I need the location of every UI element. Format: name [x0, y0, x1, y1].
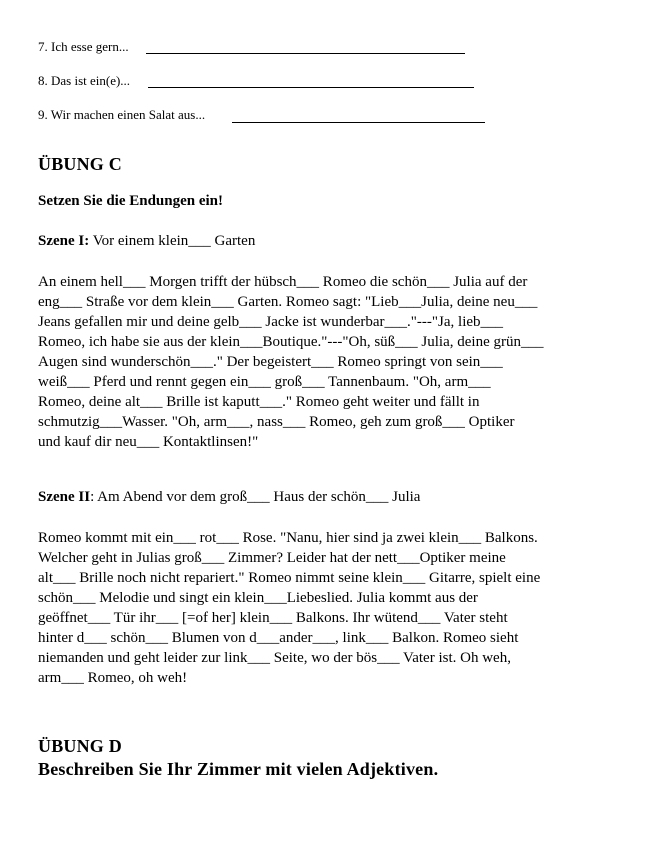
scene-1-line: Romeo, ich habe sie aus der klein___Boutique."---"Oh, süß___ Julia, deine grün___: [38, 334, 544, 350]
question-9: [38, 107, 205, 123]
question-8-answer-line: [148, 87, 474, 88]
scene-1-line: schmutzig___Wasser. "Oh, arm___, nass___ Romeo, geh zum groß___ Optiker: [38, 414, 515, 430]
question-8: [38, 73, 130, 89]
question-7: [38, 39, 129, 55]
uebung-d-heading: ÜBUNG D: [38, 736, 122, 756]
scene-2-line: alt___ Brille noch nicht repariert." Romeo nimmt seine klein___ Gitarre, spielt eine: [38, 570, 541, 586]
scene-1-line: Romeo, deine alt___ Brille ist kaputt___." Romeo geht weiter und fällt in: [38, 394, 480, 410]
scene-1-line: Augen sind wunderschön___." Der begeistert___ Romeo springt von sein___: [38, 354, 503, 370]
question-8-label: 8. Das ist ein(e)...: [38, 73, 131, 88]
scene-2-line: schön___ Melodie und singt ein klein___Liebeslied. Julia kommt aus der: [38, 590, 478, 606]
question-9-label: 9. Wir machen einen Salat aus...: [38, 107, 206, 122]
uebung-c-heading: ÜBUNG C: [38, 154, 122, 174]
question-9-answer-line: [232, 122, 485, 123]
scene-1-title: [38, 233, 255, 250]
scene-2-line: arm___ Romeo, oh weh!: [38, 670, 188, 686]
uebung-c-instruction: Setzen Sie die Endungen ein!: [38, 193, 224, 209]
scene-2-label: Szene II: [38, 489, 91, 505]
scene-1-line: eng___ Straße vor dem klein___ Garten. Romeo sagt: "Lieb___Julia, deine neu___: [38, 294, 538, 310]
scene-1-line: und kauf dir neu___ Kontaktlinsen!": [38, 434, 259, 450]
scene-2-line: niemanden und geht leider zur link___ Seite, wo der bös___ Vater ist. Oh weh,: [38, 650, 511, 666]
scene-2-paragraph: [38, 528, 628, 688]
scene-2-title: [38, 489, 420, 506]
scene-2-line: geöffnet___ Tür ihr___ [=of her] klein___ Balkons. Ihr wütend___ Vater steht: [38, 610, 508, 626]
uebung-d-instruction: Beschreiben Sie Ihr Zimmer mit vielen Adjektiven.: [38, 759, 439, 779]
scene-2-line: Welcher geht in Julias groß___ Zimmer? Leider hat der nett___Optiker meine: [38, 550, 506, 566]
scene-2-line: hinter d___ schön___ Blumen von d___ander___, link___ Balkon. Romeo sieht: [38, 630, 519, 646]
scene-1-heading-text: Vor einem klein___ Garten: [89, 233, 256, 249]
scene-1-line: weiß___ Pferd und rennt gegen ein___ groß___ Tannenbaum. "Oh, arm___: [38, 374, 491, 390]
scene-2-line: Romeo kommt mit ein___ rot___ Rose. "Nanu, hier sind ja zwei klein___ Balkons.: [38, 530, 538, 546]
scene-1-paragraph: [38, 272, 628, 452]
question-7-answer-line: [146, 53, 465, 54]
scene-1-label: Szene I:: [38, 233, 90, 249]
scene-1-line: Jeans gefallen mir und deine gelb___ Jacke ist wunderbar___."---"Ja, lieb___: [38, 314, 504, 330]
scene-1-line: An einem hell___ Morgen trifft der hübsch___ Romeo die schön___ Julia auf der: [38, 274, 528, 290]
scene-2-heading-text: : Am Abend vor dem groß___ Haus der schön___ Julia: [90, 489, 421, 505]
question-7-label: 7. Ich esse gern...: [38, 39, 129, 54]
